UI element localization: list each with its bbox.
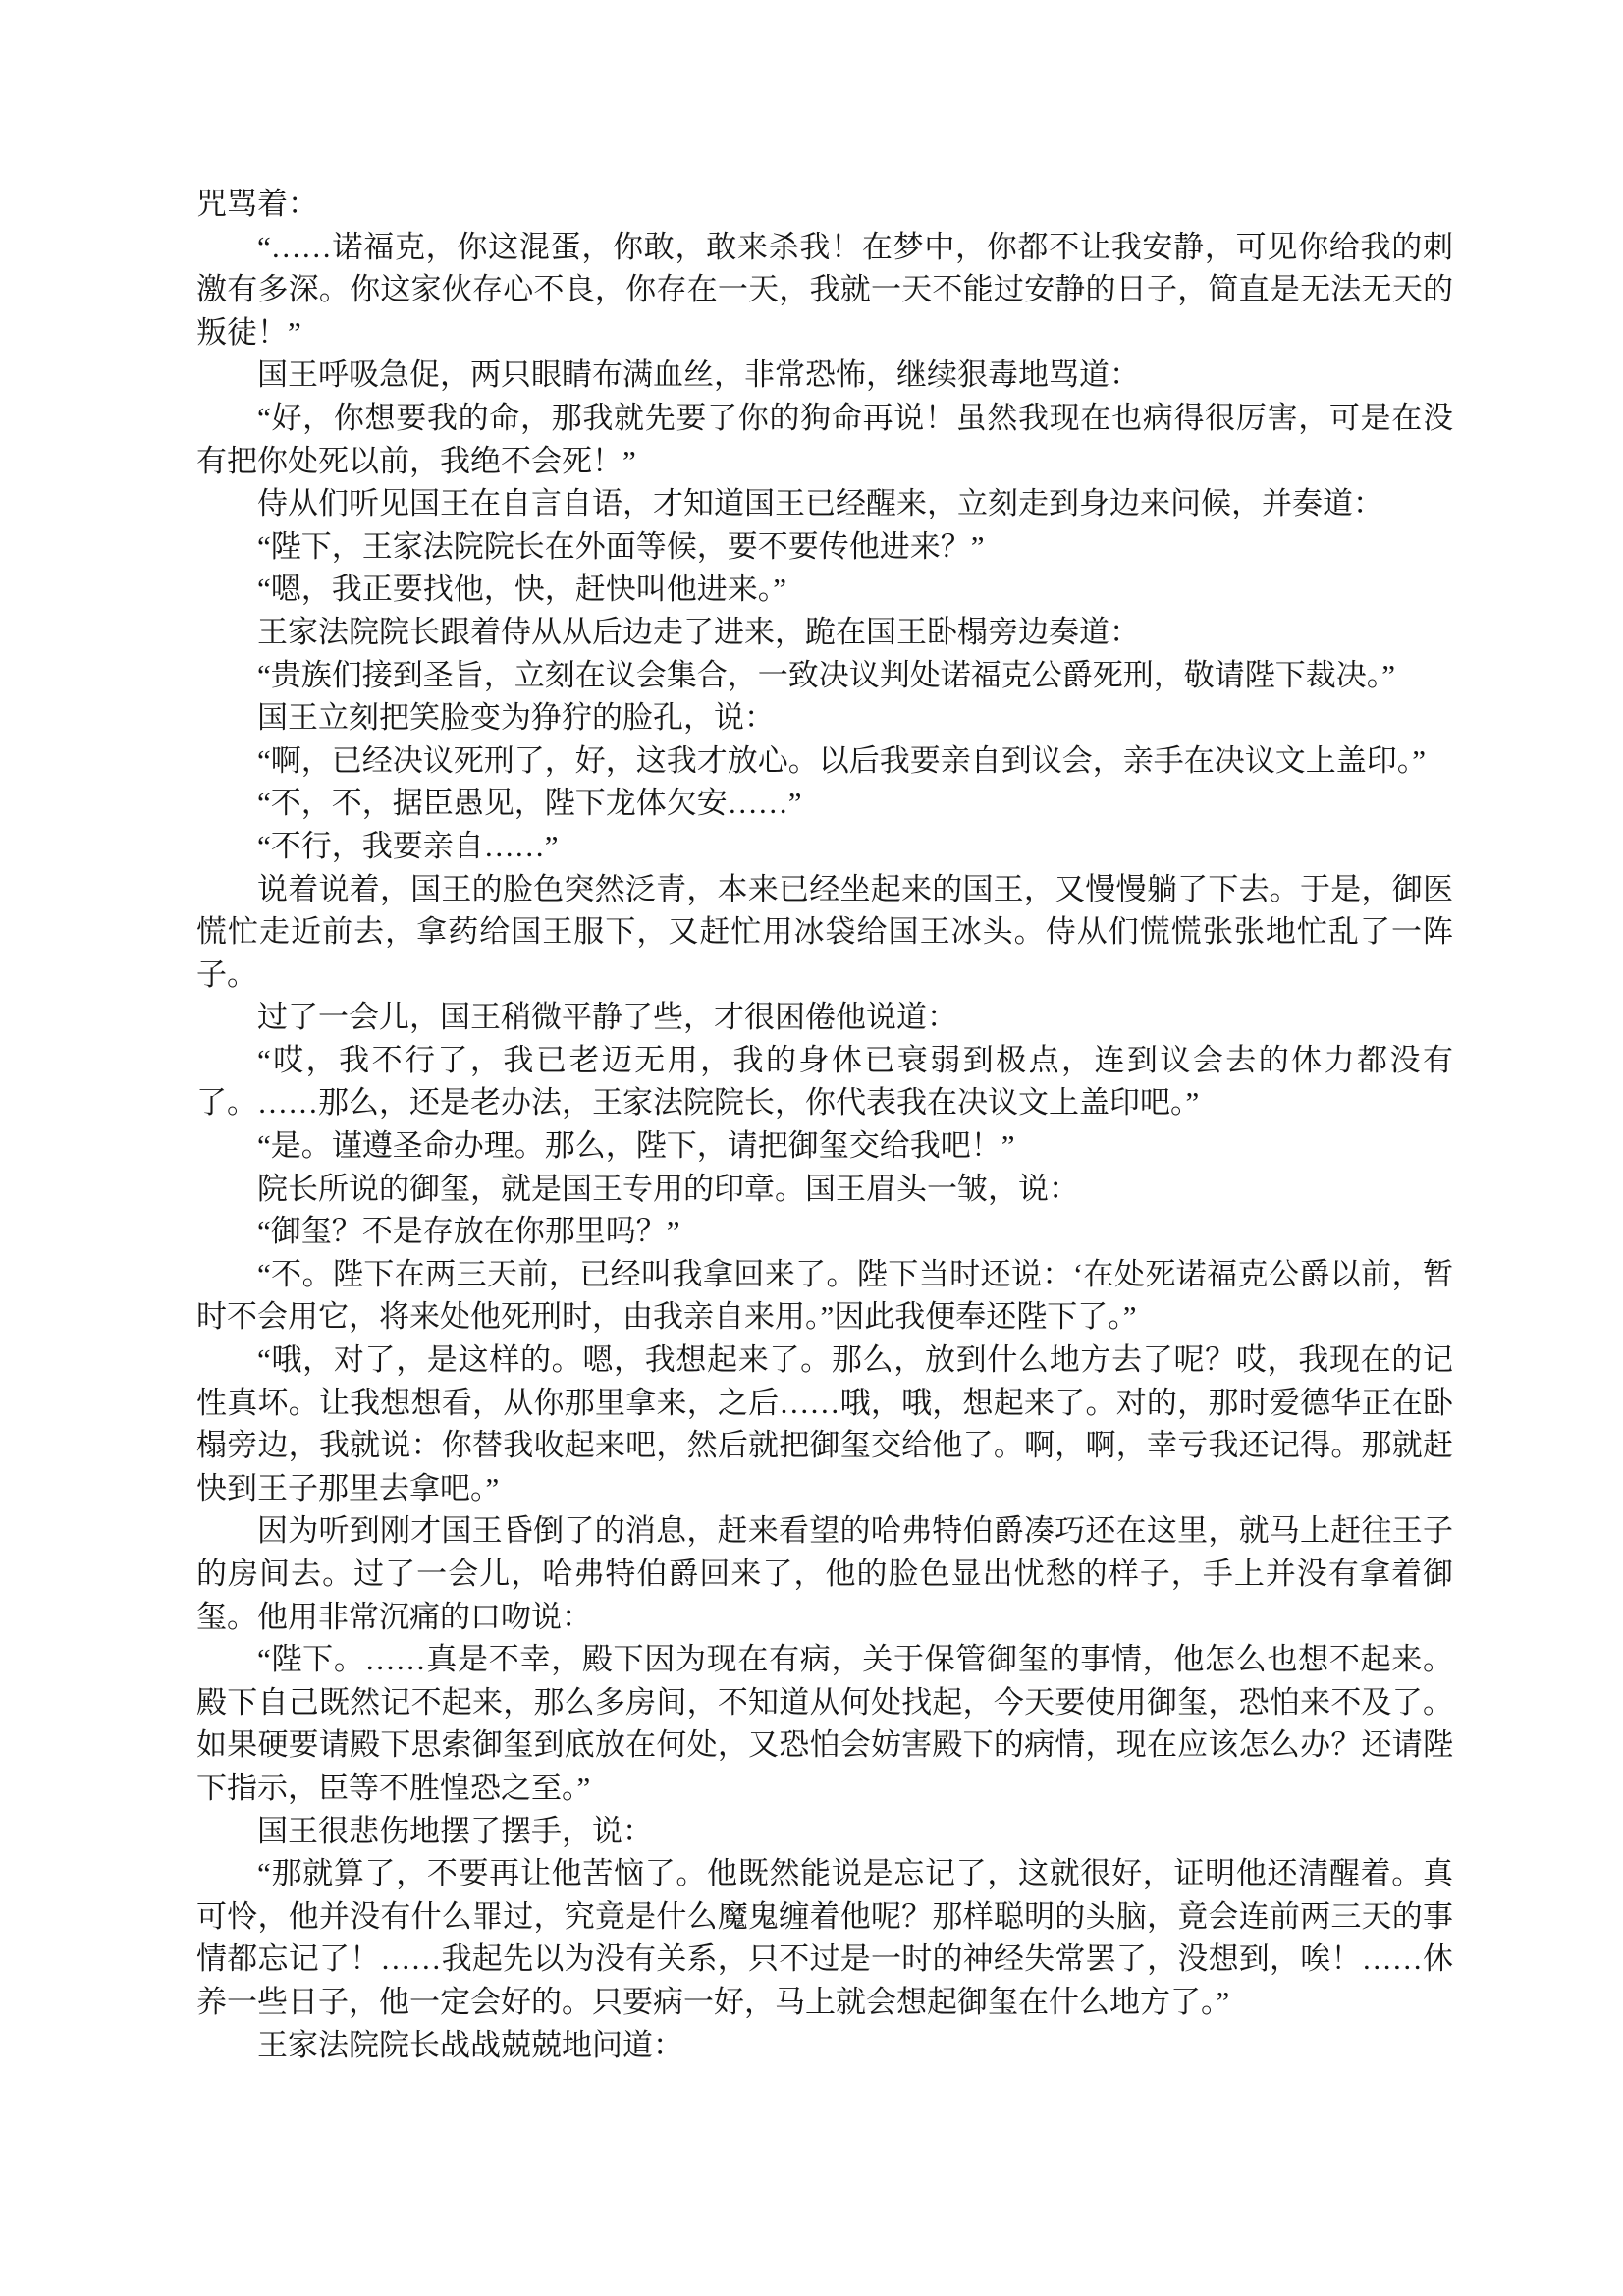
paragraph: 院长所说的御玺，就是国王专用的印章。国王眉头一皱，说： bbox=[257, 1171, 1079, 1206]
paragraph: “那就算了，不要再让他苦恼了。他既然能说是忘记了，这就很好，证明他还清醒着。真可怜，他并没有什么罪过，究竟是什么魔鬼缠着他呢？那样聪明的头脑，竟会连前两三天的事情都忘记了！……我起先以为没有关系，只不过是一时的神经失常罢了，没想到，唉！……休养一些日子，他一定会好的。只要病一好，马上就会想起御玺在什么地方了。” bbox=[196, 1856, 1453, 2019]
paragraph: 侍从们听见国王在自言自语，才知道国王已经醒来，立刻走到身边来问候，并奏道： bbox=[257, 486, 1383, 521]
paragraph: “贵族们接到圣旨，立刻在议会集合，一致决议判处诺福克公爵死刑，敬请陛下裁决。” bbox=[257, 657, 1396, 692]
paragraph: “……诺福克，你这混蛋，你敢，敢来杀我！在梦中，你都不让我安静，可见你给我的刺激有多深。你这家伙存心不良，你存在一天，我就一天不能过安静的日子，简直是无法无天的叛徒！” bbox=[196, 229, 1453, 350]
paragraph: “嗯，我正要找他，快，赶快叫他进来。” bbox=[257, 572, 787, 607]
paragraph: 王家法院院长战战兢兢地问道： bbox=[257, 2027, 683, 2062]
paragraph: “好，你想要我的命，那我就先要了你的狗命再说！虽然我现在也病得很厉害，可是在没有把你处死以前，我绝不会死！” bbox=[196, 400, 1453, 478]
paragraph: “哎，我不行了，我已老迈无用，我的身体已衰弱到极点，连到议会去的体力都没有了。……那么，还是老办法，王家法院院长，你代表我在决议文上盖印吧。” bbox=[196, 1042, 1453, 1121]
paragraph: 过了一会儿，国王稍微平静了些，才很困倦他说道： bbox=[257, 1000, 957, 1035]
paragraph: 说着说着，国王的脸色突然泛青，本来已经坐起来的国王，又慢慢躺了下去。于是，御医慌忙走近前去，拿药给国王服下，又赶忙用冰袋给国王冰头。侍从们慌慌张张地忙乱了一阵子。 bbox=[196, 871, 1453, 992]
paragraph: “啊，已经决议死刑了，好，这我才放心。以后我要亲自到议会，亲手在决议文上盖印。” bbox=[257, 742, 1427, 778]
paragraph: “不，不，据臣愚见，陛下龙体欠安……” bbox=[257, 786, 802, 821]
paragraph: 咒骂着： bbox=[196, 187, 318, 221]
paragraph: “陛下，王家法院院长在外面等候，要不要传他进来？” bbox=[257, 528, 985, 564]
paragraph: 国王很悲伤地摆了摆手，说： bbox=[257, 1813, 653, 1848]
paragraph: “陛下。……真是不幸，殿下因为现在有病，关于保管御玺的事情，他怎么也想不起来。殿下自己既然记不起来，那么多房间，不知道从何处找起，今天要使用御玺，恐怕来不及了。如果硬要请殿下思索御玺到底放在何处，又恐怕会妨害殿下的病情，现在应该怎么办？还请陛下指示，臣等不胜惶恐之至。” bbox=[196, 1642, 1453, 1805]
paragraph: “御玺？不是存放在你那里吗？” bbox=[257, 1214, 680, 1249]
paragraph: 国王呼吸急促，两只眼睛布满血丝，非常恐怖，继续狠毒地骂道： bbox=[257, 357, 1140, 393]
paragraph: “是。谨遵圣命办理。那么，陛下，请把御玺交给我吧！” bbox=[257, 1128, 1015, 1164]
body-text bbox=[196, 183, 1453, 2066]
paragraph: 国王立刻把笑脸变为狰狞的脸孔，说： bbox=[257, 700, 775, 736]
paragraph: 因为听到刚才国王昏倒了的消息，赶来看望的哈弗特伯爵凑巧还在这里，就马上赶往王子的房间去。过了一会儿，哈弗特伯爵回来了，他的脸色显出忧愁的样子，手上并没有拿着御玺。他用非常沉痛的口吻说： bbox=[196, 1513, 1453, 1634]
paragraph: 王家法院院长跟着侍从从后边走了进来，跪在国王卧榻旁边奏道： bbox=[257, 614, 1140, 649]
paragraph: “不。陛下在两三天前，已经叫我拿回来了。陛下当时还说：‘在处死诺福克公爵以前，暂时不会用它，将来处他死刑时，由我亲自来用。”因此我便奉还陛下了。” bbox=[196, 1256, 1453, 1335]
paragraph: “哦，对了，是这样的。嗯，我想起来了。那么，放到什么地方去了呢？哎，我现在的记性真坏。让我想想看，从你那里拿来，之后……哦，哦，想起来了。对的，那时爱德华正在卧榻旁边，我就说：你替我收起来吧，然后就把御玺交给他了。啊，啊，幸亏我还记得。那就赶快到王子那里去拿吧。” bbox=[196, 1342, 1453, 1505]
paragraph: “不行，我要亲自……” bbox=[257, 828, 559, 863]
